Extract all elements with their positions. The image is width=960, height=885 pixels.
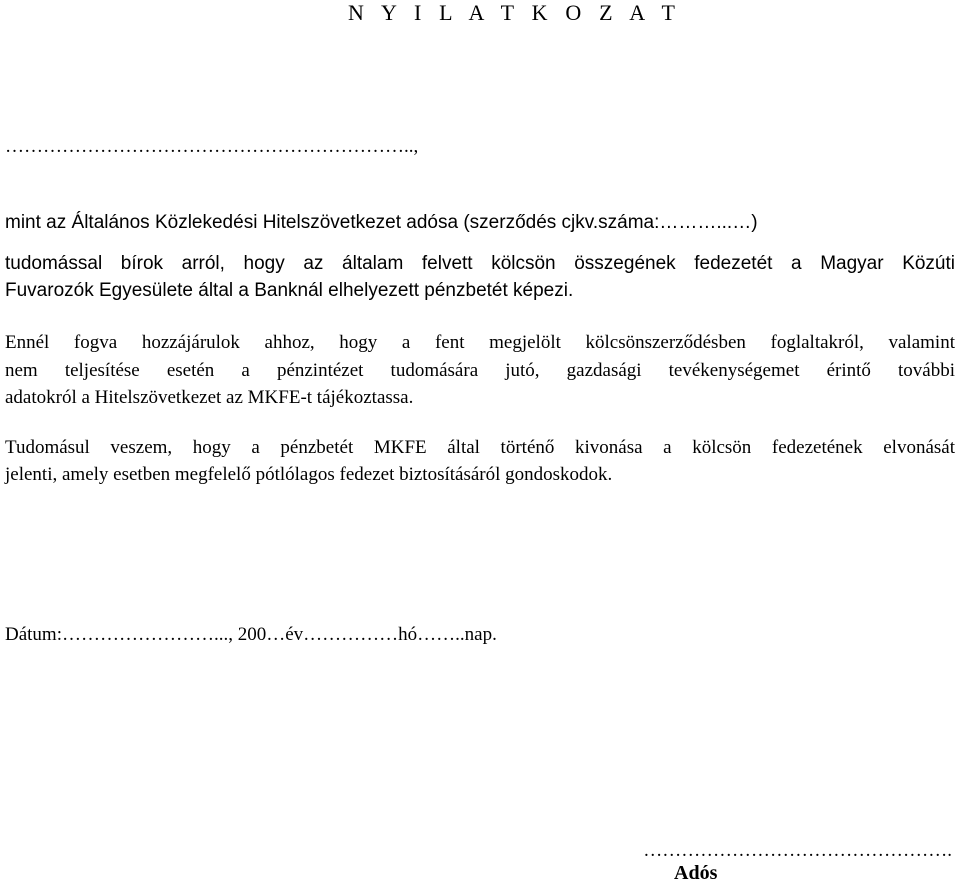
paragraph3-line2: jelenti, amely esetben megfelelő pótlólagos fedezet biztosításáról gondoskodok. xyxy=(5,464,613,485)
paragraph1-line1: mint az Általános Közlekedési Hitelszövetkezet adósa (szerződés cjkv.száma:………...…) xyxy=(5,212,758,233)
paragraph2-line2: nem teljesítése esetén a pénzintézet tudomására jutó, gazdasági tevékenységemet érintő további xyxy=(5,360,955,381)
document-title: N Y I L A T K O Z A T xyxy=(348,0,682,25)
date-line: Dátum:……………………..., 200…év……………hó……..nap. xyxy=(5,624,497,645)
paragraph2-line1: Ennél fogva hozzájárulok ahhoz, hogy a fent megjelölt kölcsönszerződésben foglaltakról, valamint xyxy=(5,332,955,353)
paragraph1-line2: tudomással bírok arról, hogy az általam felvett kölcsön összegének fedezetét a Magyar Közúti xyxy=(5,253,955,274)
name-blank-line: ……………………………………………………….., xyxy=(5,136,419,157)
paragraph1-line3: Fuvarozók Egyesülete által a Banknál elhelyezett pénzbetét képezi. xyxy=(5,280,574,301)
signature-label-debtor: Adós xyxy=(674,862,718,884)
paragraph2-line3: adatokról a Hitelszövetkezet az MKFE-t tájékoztassa. xyxy=(5,387,414,408)
paragraph3-line1: Tudomásul veszem, hogy a pénzbetét MKFE által történő kivonása a kölcsön fedezetének elvonását xyxy=(5,437,955,458)
signature-line: …………………………………………. xyxy=(643,840,952,861)
